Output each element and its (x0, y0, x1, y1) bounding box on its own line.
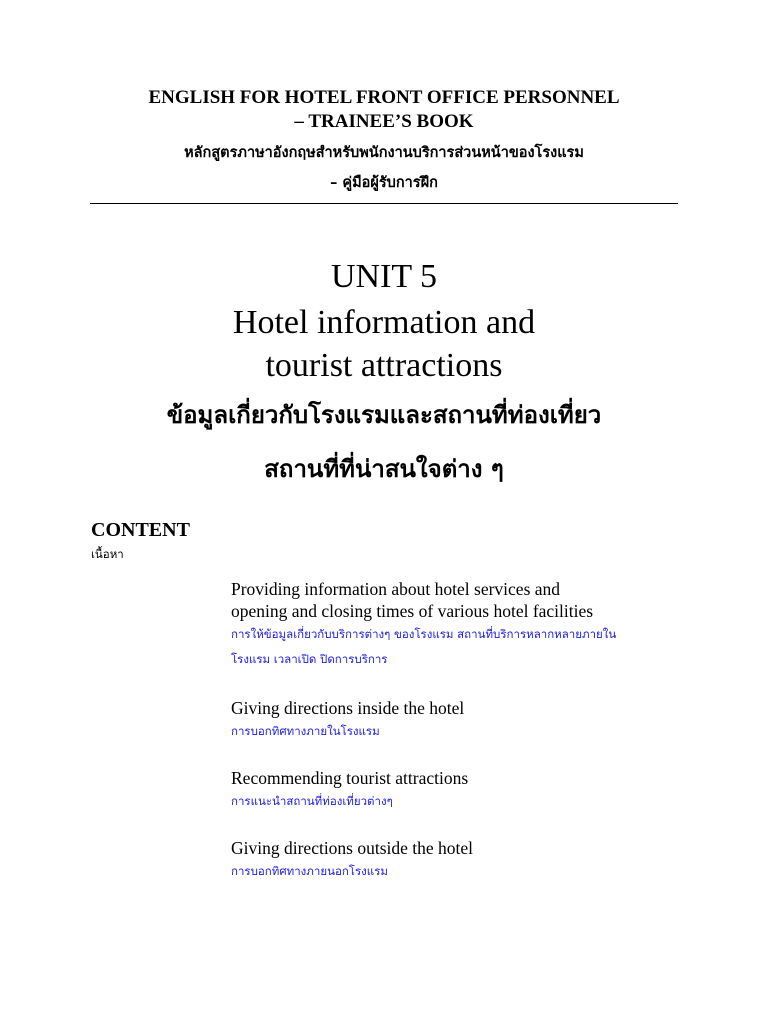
content-heading: CONTENT (91, 519, 190, 541)
content-item (231, 697, 464, 744)
book-title-th-line2: – คู่มือผู้รับการฝึก (330, 175, 438, 191)
content-item-en-line1: Giving directions inside the hotel (231, 698, 465, 718)
header-divider (90, 203, 678, 204)
book-title-th-line1: หลักสูตรภาษาอังกฤษสำหรับพนักงานบริการส่วนหน้าของโรงแรม (184, 145, 584, 161)
content-item-en-line1: Providing information about hotel services and (231, 579, 561, 599)
unit-title-line1: Hotel information and (232, 304, 536, 341)
unit-title-th-line2: สถานที่ที่น่าสนใจต่าง ๆ (264, 455, 504, 483)
book-title-block (90, 86, 678, 194)
content-item (231, 837, 473, 884)
unit-number: UNIT 5 (330, 258, 438, 295)
content-item-th-line1: การบอกทิศทางภายนอกโรงแรม (231, 864, 388, 878)
book-title-en-line1: ENGLISH FOR HOTEL FRONT OFFICE PERSONNEL (148, 87, 620, 108)
content-item-th-line2: โรงแรม เวลาเปิด ปิดการบริการ (231, 652, 388, 666)
content-item-th-line1: การแนะนำสถานที่ท่องเที่ยวต่างๆ (231, 794, 393, 808)
unit-title-th-line1: ข้อมูลเกี่ยวกับโรงแรมและสถานที่ท่องเที่ยว (166, 401, 602, 429)
content-heading-th: เนื้อหา (91, 547, 124, 561)
book-title-en-line2: – TRAINEE’S BOOK (294, 111, 474, 132)
content-item (231, 578, 616, 672)
content-item-en-line1: Recommending tourist attractions (231, 768, 469, 788)
unit-title-line2: tourist attractions (265, 347, 503, 384)
content-item-en-line1: Giving directions outside the hotel (231, 838, 474, 858)
content-item-th-line1: การบอกทิศทางภายในโรงแรม (231, 724, 380, 738)
content-item-en-line2: opening and closing times of various hotel facilities (231, 601, 594, 621)
content-item (231, 767, 468, 814)
content-item-th-line1: การให้ข้อมูลเกี่ยวกับบริการต่างๆ ของโรงแรม สถานที่บริการหลากหลายภายใน (231, 627, 617, 641)
